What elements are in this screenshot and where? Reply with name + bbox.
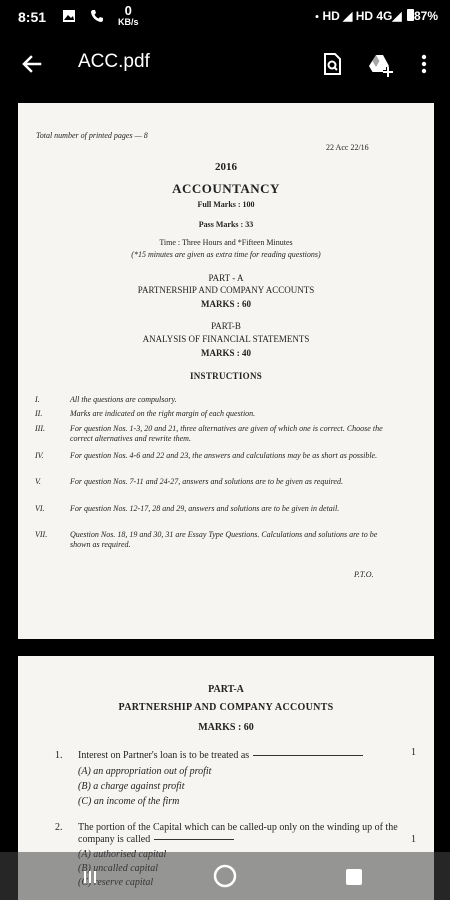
instruction-number: III. xyxy=(35,424,45,433)
back-nav-icon[interactable] xyxy=(345,868,363,891)
status-right: ● HD ◢ HD 4G◢ 87% xyxy=(314,9,438,23)
battery-percent: 87% xyxy=(413,9,438,23)
instruction-number: VII. xyxy=(35,530,48,539)
option: (B) a charge against profit xyxy=(78,781,185,792)
home-icon[interactable] xyxy=(212,863,238,894)
question-mark: 1 xyxy=(411,834,416,845)
instructions-heading: INSTRUCTIONS xyxy=(189,371,263,381)
instruction-text: For question Nos. 7-11 and 24-27, answers and solutions are to be given as required. xyxy=(70,477,343,486)
network-speed: 0 KB/s xyxy=(118,3,139,27)
instruction-number: VI. xyxy=(35,504,45,513)
document-title: ACC.pdf xyxy=(78,51,150,72)
question-text: The portion of the Capital which can be called-up only on the winding up of the company is called xyxy=(78,822,398,845)
full-marks: Full Marks : 100 xyxy=(197,200,255,209)
part-marks: MARKS : 60 xyxy=(198,722,254,733)
battery-icon xyxy=(407,9,414,21)
gallery-notification-icon xyxy=(62,9,76,26)
paper-code: 22 Acc 22/16 xyxy=(326,143,369,152)
navigation-bar xyxy=(0,852,450,900)
part-b-marks: MARKS : 40 xyxy=(201,348,251,358)
question-number: 1. xyxy=(55,750,63,761)
part-label: PART-A xyxy=(208,684,244,695)
instruction-text: All the questions are compulsory. xyxy=(70,395,177,404)
instruction-number: IV. xyxy=(35,451,44,460)
network-indicator: HD ◢ HD 4G◢ xyxy=(322,9,402,23)
recents-icon[interactable] xyxy=(83,869,101,890)
part-b-label: PART-B xyxy=(211,321,241,331)
instruction-number: II. xyxy=(35,409,43,418)
printed-pages-note: Total number of printed pages — 8 xyxy=(36,131,148,140)
app-bar xyxy=(0,36,450,92)
please-turn-over: P.T.O. xyxy=(354,570,374,579)
part-a-title: PARTNERSHIP AND COMPANY ACCOUNTS xyxy=(137,285,315,295)
pdf-page-1[interactable] xyxy=(18,103,434,639)
instruction-text: Question Nos. 18, 19 and 30, 31 are Essay Type Questions. Calculations and solutions are to be shown as required. xyxy=(70,530,378,549)
back-arrow-icon[interactable] xyxy=(18,50,46,78)
exam-time: Time : Three Hours and *Fifteen Minutes xyxy=(159,238,293,247)
status-time: 8:51 xyxy=(18,9,47,25)
pass-marks: Pass Marks : 33 xyxy=(198,220,254,229)
part-b-title: ANALYSIS OF FINANCIAL STATEMENTS xyxy=(142,334,310,344)
add-to-drive-icon[interactable] xyxy=(367,50,395,78)
time-note: (*15 minutes are given as extra time for reading questions) xyxy=(131,250,321,259)
instruction-text: For question Nos. 12-17, 28 and 29, answers and solutions are to be given in detail. xyxy=(70,504,340,513)
status-bar xyxy=(0,0,450,36)
exam-year: 2016 xyxy=(215,161,237,173)
instruction-text: For question Nos. 4-6 and 22 and 23, the answers and calculations may be as short as possible. xyxy=(70,451,378,460)
option: (C) an income of the firm xyxy=(78,796,180,807)
search-document-icon[interactable] xyxy=(318,50,346,78)
phone-notification-icon xyxy=(90,9,104,26)
question-number: 2. xyxy=(55,822,63,833)
question-mark: 1 xyxy=(411,747,416,758)
option: (A) an appropriation out of profit xyxy=(78,766,212,777)
question-text: Interest on Partner's loan is to be treated as xyxy=(78,750,423,762)
instruction-text: Marks are indicated on the right margin of each question. xyxy=(70,409,256,418)
instruction-number: V. xyxy=(35,477,41,486)
part-a-marks: MARKS : 60 xyxy=(201,299,251,309)
subject-title: ACCOUNTANCY xyxy=(172,181,280,196)
more-options-icon[interactable] xyxy=(414,50,434,78)
instruction-number: I. xyxy=(35,395,40,404)
instruction-text: For question Nos. 1-3, 20 and 21, three alternatives are given of which one is correct. Choose the correct alternatives and rewrite them. xyxy=(70,424,383,443)
part-a-label: PART - A xyxy=(208,273,244,283)
part-title: PARTNERSHIP AND COMPANY ACCOUNTS xyxy=(118,702,334,713)
